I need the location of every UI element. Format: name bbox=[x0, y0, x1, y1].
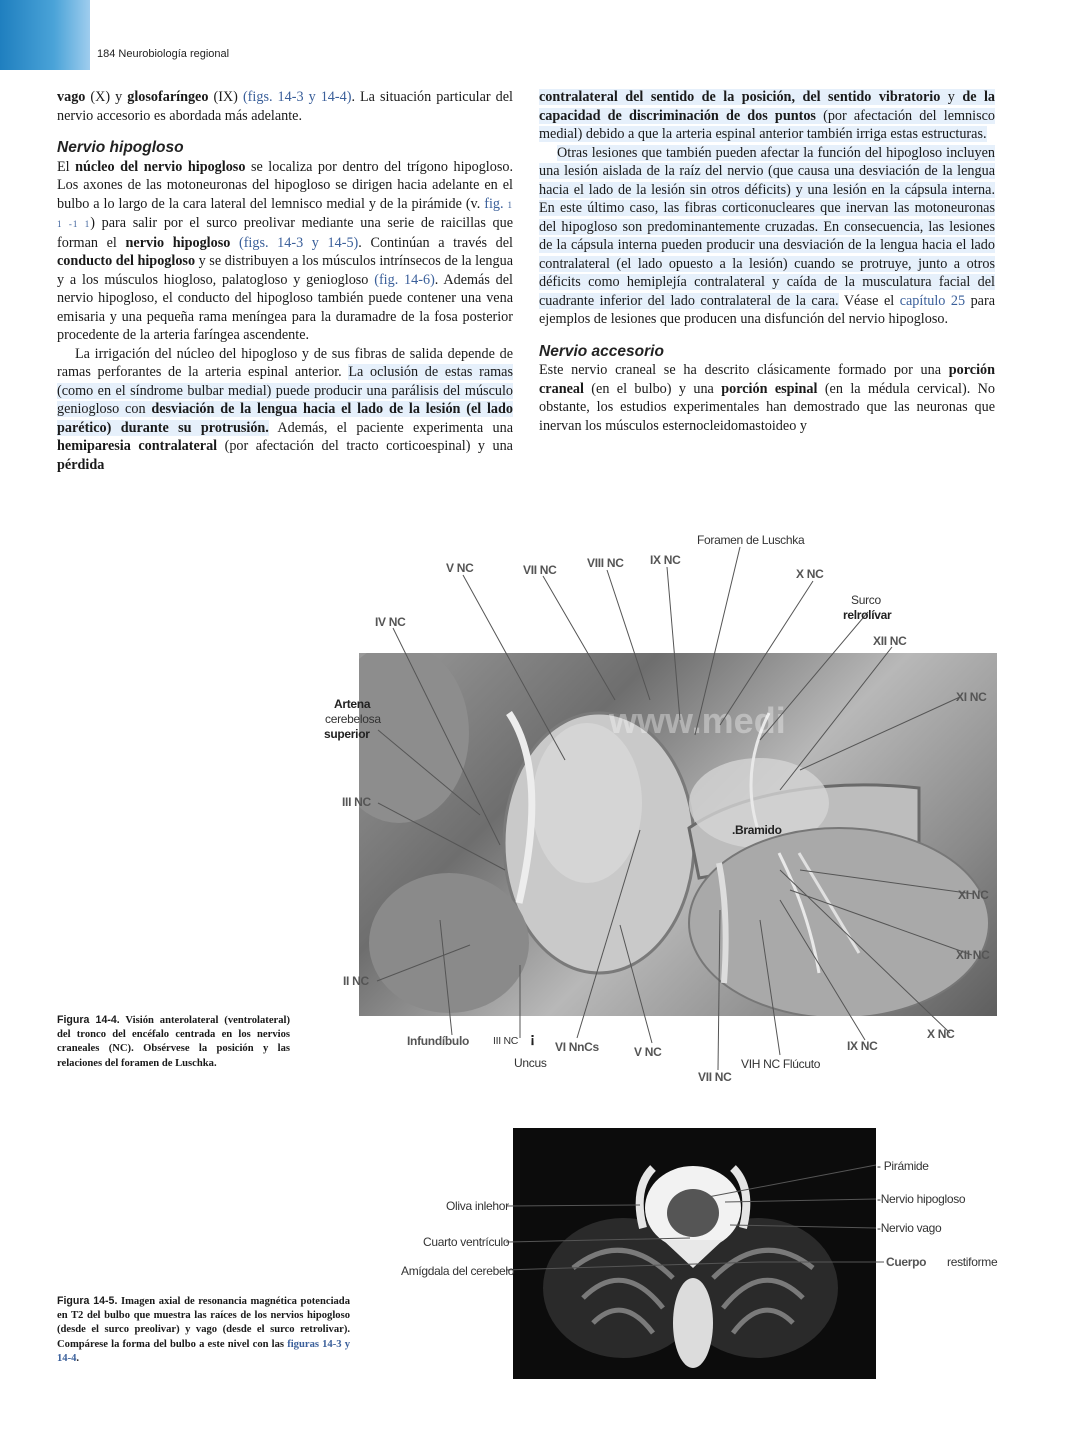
label-surco-retrolivar: relrolívar bbox=[843, 608, 892, 622]
label-bulbo: .Bramido bbox=[732, 823, 782, 837]
mri-image bbox=[513, 1128, 876, 1379]
label-mark: ¡ bbox=[530, 1030, 535, 1047]
label-uncus: Uncus bbox=[514, 1056, 547, 1070]
text-run: para ejemplos de lesiones que producen una disfunción del nervio hipogloso. bbox=[539, 292, 995, 327]
label-foramen-luschka: Foramen de Luschka bbox=[697, 533, 805, 547]
text-run: . Además del nervio hipogloso, el conducto del hipogloso también puede contener una vena emisaria y una pequeña rama meníngea para la duramadre de la fosa posterior procedente de la arteria faríngea ascendente. bbox=[57, 271, 514, 343]
label-x-nc-bottom: X NC bbox=[927, 1027, 955, 1041]
caption-text: Imagen axial de resonancia magnética potenciada en T2 del bulbo que muestra las raíces de los nervios hipogloso (desde el surco preolivar) y vago (desde el surco retrolivar). Compárese la forma del bulbo a este nivel con las bbox=[57, 1296, 350, 1350]
label-amigdala: Amígdala del cerebelo bbox=[401, 1264, 515, 1278]
label-surco: Surco bbox=[851, 593, 881, 607]
running-head: 184 Neurobiología regional bbox=[97, 48, 230, 60]
figure-14-5-caption bbox=[57, 1294, 350, 1366]
label-cuerpo: Cuerpo bbox=[886, 1255, 927, 1269]
paragraph bbox=[57, 158, 513, 345]
text-run: ) para salir por el surco preolivar mediante una serie de raicillas que forman el bbox=[57, 215, 513, 251]
text-run: La oclusión de estas ramas (como en el síndrome bulbar medial) puede producir una parálisis del músculo geniogloso con bbox=[57, 364, 513, 417]
text-run: El bbox=[57, 158, 76, 175]
text-run: núcleo del nervio hipogloso bbox=[75, 158, 246, 175]
label-piramide: - Pirámide bbox=[877, 1159, 929, 1173]
text-run: Este nervio craneal se ha descrito clásicamente formado por una bbox=[539, 362, 949, 378]
caption-label: Figura 14-5. bbox=[57, 1295, 118, 1307]
left-column bbox=[57, 88, 513, 474]
paragraph bbox=[539, 144, 995, 329]
label-cuarto-ventriculo: Cuarto ventrículo bbox=[423, 1235, 510, 1249]
label-ix-nc-bottom: IX NC bbox=[847, 1039, 878, 1053]
label-v-nc-bottom: V NC bbox=[634, 1045, 662, 1059]
text-run: (en el bulbo) y una bbox=[583, 380, 722, 397]
label-xi-nc-top: XI NC bbox=[956, 690, 987, 704]
watermark: www.medi bbox=[609, 700, 786, 741]
text-run: 1 1 -1 1 bbox=[57, 199, 513, 229]
label-oliva-inferior: Oliva inlehor bbox=[446, 1199, 509, 1213]
figure-14-4-caption bbox=[57, 1013, 290, 1071]
text-run: . La situación particular del nervio accesorio es abordada más adelante. bbox=[57, 89, 513, 124]
text-run: (en la médula cervical). No obstante, los estudios experimentales han demostrado que las neuronas que inervan los músculos esternocleidomastoideo y bbox=[539, 380, 995, 434]
text-run: glosofaríngeo bbox=[127, 89, 209, 105]
paragraph bbox=[57, 345, 513, 475]
label-iv-nc: IV NC bbox=[375, 615, 406, 629]
label-cerebelosa: cerebelosa bbox=[325, 712, 381, 726]
label-vii-nc-bottom: VII NC bbox=[698, 1070, 732, 1084]
label-nervio-hipogloso: -Nervio hipogloso bbox=[877, 1192, 966, 1206]
paragraph bbox=[539, 88, 995, 144]
caption-text: Visión anterolateral (ventrolateral) del tronco del encéfalo centrada en los nervios craneales (NC). Obsérvese la posición y las relaciones del foramen de Luschka. bbox=[57, 1015, 290, 1069]
text-run: Véase el bbox=[838, 292, 900, 309]
text-run: se localiza por dentro del trígono hipogloso. Los axones de las motoneuronas del hipogloso se dirigen hacia adelante en el bulbo a lo largo de la cara lateral del lemnisco medial y de la pirámide (v. bbox=[57, 158, 514, 212]
text-run: (fig. 14-6) bbox=[374, 271, 435, 288]
text-run bbox=[230, 235, 239, 251]
label-ix-nc-top: IX NC bbox=[650, 553, 681, 567]
text-run: hemiparesia contralateral bbox=[57, 438, 218, 454]
section-heading: Nervio hipogloso bbox=[57, 139, 184, 156]
label-iii-nc: III NC bbox=[342, 795, 371, 809]
text-run: fig. bbox=[484, 195, 508, 212]
label-nervio-vago: -Nervio vago bbox=[877, 1221, 942, 1235]
label-xii-nc-bottom: XII NC bbox=[956, 948, 990, 962]
label-xii-nc-top: XII NC bbox=[873, 634, 907, 648]
caption-label: Figura 14-4. bbox=[57, 1014, 120, 1026]
text-run: capítulo 25 bbox=[899, 292, 966, 309]
label-viii-nc-top: VIII NC bbox=[587, 556, 624, 570]
text-run: Además, el paciente experimenta una bbox=[268, 419, 513, 436]
text-run: . Continúan a través del bbox=[358, 234, 514, 251]
label-xi-nc-bottom: XI NC bbox=[958, 888, 989, 902]
right-column bbox=[539, 88, 995, 435]
caption-ref: figuras 14-3 y 14-4 bbox=[57, 1338, 350, 1364]
caption-end: . bbox=[76, 1352, 80, 1364]
text-run: porción espinal bbox=[721, 380, 818, 397]
text-run: vago bbox=[57, 89, 86, 105]
label-vii-nc-top: VII NC bbox=[523, 563, 557, 577]
brainstem-photo bbox=[359, 653, 997, 1016]
label-vi-nc: VI NnCs bbox=[555, 1040, 599, 1054]
text-run: Otras lesiones que también pueden afectar la función del hipogloso incluyen una lesión aislada de la raíz del nervio (que causa una desviación de la lengua hacia el lado de la lesión sin otros déficits) y una lesión en la cápsula interna. En este último caso, las fibras corticonucleares que inervan las motoneuronas del hipogloso son predominantemente cruzadas. En consecuencia, las lesiones de la cápsula interna pueden producir una desviación de la lengua hacia el lado contralateral (el lado opuesto a la lesión) cuando se protruye, junto a otros déficits como hemiplejía contralateral y caída de la musculatura facial del cuadrante inferior del lado contralateral de la cara. bbox=[539, 144, 995, 309]
text-run: (por afectación del lemnisco medial) debido a que la arteria espinal anterior también irriga estas estructuras. bbox=[539, 107, 995, 142]
text-run: La irrigación del núcleo del hipogloso y de sus fibras de salida depende de ramas perforantes de la arteria espinal anterior. bbox=[57, 345, 513, 380]
label-vih-flocculo: VIH NC Flúcuto bbox=[741, 1057, 821, 1071]
paragraph bbox=[57, 88, 513, 125]
text-run: (figs. 14-3 y 14-5) bbox=[238, 234, 359, 251]
paragraph bbox=[539, 361, 995, 435]
text-run: nervio hipogloso bbox=[125, 234, 231, 251]
label-v-nc-top: V NC bbox=[446, 561, 474, 575]
label-x-nc-top: X NC bbox=[796, 567, 824, 581]
text-run: y bbox=[940, 89, 963, 105]
text-run: (por afectación del tracto corticoespinal) y una bbox=[217, 438, 513, 454]
section-heading: Nervio accesorio bbox=[539, 342, 664, 360]
text-run: contralateral del sentido de la posición, del sentido vibratorio bbox=[539, 89, 941, 105]
text-run: (figs. 14-3 y 14-4) bbox=[242, 89, 352, 105]
text-run: conducto del hipogloso bbox=[57, 253, 196, 269]
label-arteria: Artena bbox=[334, 697, 371, 711]
text-run: porción craneal bbox=[539, 362, 995, 397]
label-iii-nc-bottom: III NC bbox=[493, 1035, 519, 1047]
text-run: y se distribuyen a los músculos intrínsecos de la lengua y a los músculos hiogloso, palatogloso y geniogloso bbox=[57, 253, 513, 288]
label-superior: superior bbox=[324, 727, 370, 741]
label-infundibulo: Infundíbulo bbox=[407, 1034, 470, 1048]
text-run: (X) y bbox=[85, 89, 128, 105]
text-run: (IX) bbox=[208, 89, 243, 105]
text-run: desviación de la lengua hacia el lado de la lesión (el lado parético) durante su protrusión. bbox=[57, 401, 514, 436]
text-run: pérdida bbox=[57, 456, 105, 473]
corner-tab bbox=[0, 0, 90, 70]
label-ii-nc: II NC bbox=[343, 974, 369, 988]
label-restiforme: restiforme bbox=[947, 1255, 998, 1269]
text-run: de la capacidad de discriminación de dos puntos bbox=[539, 89, 996, 124]
